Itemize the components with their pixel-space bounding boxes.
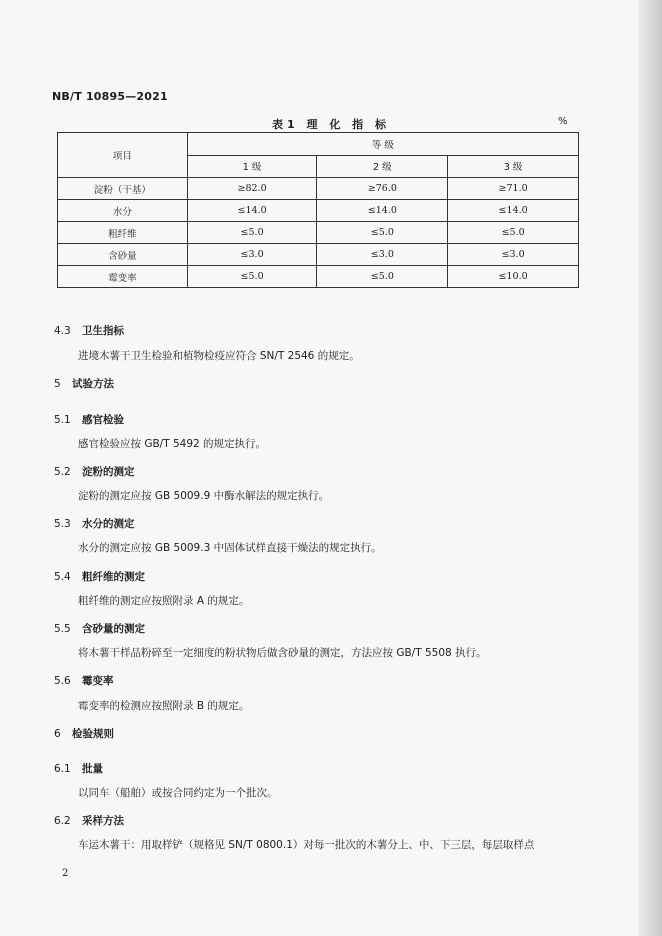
table-row [58,266,579,288]
standard-code: NB/T 10895—2021 [52,90,168,103]
section-heading [54,621,145,636]
table-row [58,222,579,244]
section-title: 采样方法 [82,815,124,827]
section-heading [54,323,124,338]
section-body: 霉变率的检测应按照附录 B 的规定。 [78,700,250,712]
section-heading [54,516,135,531]
section-title: 试验方法 [72,378,114,390]
cell-value: ≤14.0 [317,200,448,222]
row-label: 霉变率 [58,266,188,288]
table-row [58,178,579,200]
cell-value: ≤5.0 [187,222,317,244]
cell-value: ≤5.0 [187,266,317,288]
cell-value: ≤3.0 [317,244,448,266]
cell-value: ≥82.0 [187,178,317,200]
section-number: 5.5 [54,623,71,635]
section-title: 卫生指标 [82,325,124,337]
col-grade-header: 等 级 [187,133,578,156]
section-heading [54,673,114,688]
row-label: 含砂量 [58,244,188,266]
table-row [58,200,579,222]
section-number: 6 [54,728,61,740]
section-heading [54,569,145,584]
cell-value: ≤14.0 [187,200,317,222]
page-number: 2 [62,868,69,879]
section-heading [54,376,114,391]
cell-value: ≤5.0 [448,222,579,244]
section-heading [54,726,114,741]
table-unit: % [558,116,568,127]
row-label: 淀粉（干基） [58,178,188,200]
section-body: 车运木薯干：用取样铲（规格见 SN/T 0800.1）对每一批次的木薯分上、中、下三层，每层取样点 [78,839,535,851]
page-edge-shadow [638,0,662,936]
cell-value: ≤10.0 [448,266,579,288]
section-title: 水分的测定 [82,518,135,530]
section-heading [54,464,135,479]
section-title: 霉变率 [82,675,114,687]
grade-2-header: 2 级 [317,155,448,178]
section-title: 含砂量的测定 [82,623,145,635]
section-title: 淀粉的测定 [82,466,135,478]
section-body: 以同车（船舶）或按合同约定为一个批次。 [78,787,278,799]
cell-value: ≤3.0 [187,244,317,266]
section-title: 检验规则 [72,728,114,740]
grade-3-header: 3 级 [448,155,579,178]
row-label: 粗纤维 [58,222,188,244]
section-body: 将木薯干样品粉碎至一定细度的粉状物后做含砂量的测定，方法应按 GB/T 5508 执行。 [78,647,487,659]
section-number: 5.4 [54,571,71,583]
section-number: 6.1 [54,763,71,775]
section-number: 5.2 [54,466,71,478]
table-row [58,244,579,266]
section-heading [54,761,103,776]
section-body: 水分的测定应按 GB 5009.3 中固体试样直接干燥法的规定执行。 [78,542,382,554]
section-number: 5.6 [54,675,71,687]
cell-value: ≥76.0 [317,178,448,200]
cell-value: ≤5.0 [317,266,448,288]
section-body: 进境木薯干卫生检验和植物检疫应符合 SN/T 2546 的规定。 [78,350,360,362]
section-title: 粗纤维的测定 [82,571,145,583]
section-heading [54,813,124,828]
physicochemical-table [57,132,579,288]
table-title: 表1 理 化 指 标 [272,118,390,131]
grade-1-header: 1 级 [187,155,317,178]
section-number: 5.1 [54,414,71,426]
section-title: 感官检验 [82,414,124,426]
section-title: 批量 [82,763,103,775]
cell-value: ≤3.0 [448,244,579,266]
section-number: 5.3 [54,518,71,530]
cell-value: ≤14.0 [448,200,579,222]
section-number: 5 [54,378,61,390]
section-body: 淀粉的测定应按 GB 5009.9 中酶水解法的规定执行。 [78,490,330,502]
section-body: 感官检验应按 GB/T 5492 的规定执行。 [78,438,267,450]
section-number: 4.3 [54,325,71,337]
section-number: 6.2 [54,815,71,827]
row-label: 水分 [58,200,188,222]
section-heading [54,412,124,427]
cell-value: ≥71.0 [448,178,579,200]
cell-value: ≤5.0 [317,222,448,244]
col-item-header: 项目 [58,133,188,178]
section-body: 粗纤维的测定应按照附录 A 的规定。 [78,595,250,607]
